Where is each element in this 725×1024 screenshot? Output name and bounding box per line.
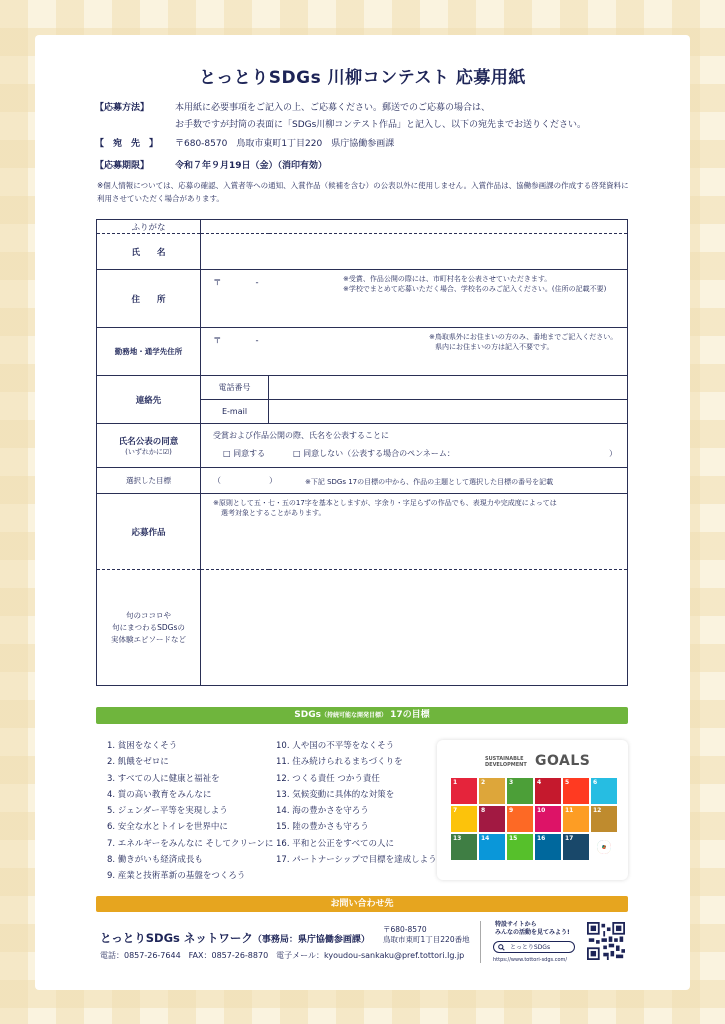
site-url[interactable]: https://www.tottori-sdgs.com/ xyxy=(493,957,568,963)
goal-item: 9. 産業と技術革新の基盤をつくろう xyxy=(107,871,246,882)
qr-code-icon[interactable] xyxy=(587,922,625,960)
address-field[interactable]: 〒 - ※受賞、作品公開の際には、市町村名を公表させていただきます。 ※学校でまとめて応募いただく場合、学校名のみご記入ください。(住所の記載不要) xyxy=(201,270,628,328)
sdg-goal-11-icon: 11 xyxy=(563,806,589,832)
sdg-goal-9-icon: 9 xyxy=(507,806,533,832)
application-form-page: とっとりSDGs 川柳コンテスト 応募用紙 【応募方法】 本用紙に必要事項をご記入の上、ご応募ください。郵送でのご応募の場合は、 お手数ですが封筒の表面に「SDGs川柳コンテスト作品」と記入し、以下の宛先までお送りください。 【 宛 先 】 〒680-8570 鳥取市東町1丁目220 県庁協働参画課 【応募期限】 令和７年９月19日（金）（消印有効） ※個人情報については、応募の確認、入賞者等への通知、入賞作品（候補を含む）の公表以外に使用しません。入賞作品は、協働参画課の作成する啓発資料に利用させていただく場合があります。 ふりがな 氏 名 住 所 〒 - ※受賞、作品公開の際には、市町村名を公表させていただきます。 ※学校でまとめて応募いただく場合、学校名のみご記入ください。(住所の記載不要) 勤務地・通学先住所 〒 - ※鳥取県外にお住まいの方のみ、番地までご記入ください。 県内にお住まいの方は記入不要です。 連絡先 電話番号 E-mail 氏名公表の同意 (いずれかに☑) 受賞および作品公開の際、氏名を公表することに □ 同意する □ 同意しない（公表する場合のペンネーム： ） 選択した目標 （ ） ※下記 SDGs 17の目標の中から、作品の主題として選択した目標の番号を記載 応募作品 ※原則として五・七・五の17字を基本としますが、字余り・字足らずの作品でも、表現力や完成度によっては 選考対象とすることがあります。 句のココロや 句にまつわるSDGsの 実体験エピソードなど SDGs（持続可能な開発目標） 17の目標 1. 貧困をなくそう 2. 飢餓をゼロに 3. すべての人に健康と福祉を 4. 質の高い教育をみんなに 5. ジェンダー平等を実現しよう 6. 安全な水とトイレを世界中に 7. エネルギーをみんなに そしてクリーンに 8. 働きがいも経済成長も 9. 産業と技術革新の基盤をつくろう 10. 人や国の不平等をなくそう 11. 住み続けられるまちづくりを 12. つくる責任 つかう責任 13. 気候変動に具体的な対策を 14. 海の豊かさを守ろう 15. 陸の豊かさも守ろう 16. 平和と公正をすべての人に 17. パートナーシップで目標を達成しよう SUSTAINABLE DEVELOPMENT GOALS 1 2 3 4 5 6 7 8 9 10 11 12 13 14 15 16 17 お問い合わせ先 とっとりSDGs ネットワーク（事務局：県庁協働参画課） 〒680-8570 鳥取市東町1丁目220番地 電話：0857-26-7644 FAX：0857-26-8870 電子メール：kyoudou-sankaku@pref.tottori.lg.jp 特設サイトから みんなの活動を見てみよう! とっとりSDGs https://www.tottori-sdgs.com/ xyxy=(35,35,690,990)
address-label: 住 所 xyxy=(97,270,201,328)
goal-item: 16. 平和と公正をすべての人に xyxy=(276,838,395,849)
goal-item: 12. つくる責任 つかう責任 xyxy=(276,773,380,784)
goal-item: 13. 気候変動に具体的な対策を xyxy=(276,789,395,800)
work-address-label: 勤務地・通学先住所 xyxy=(97,328,201,376)
goal-item: 7. エネルギーをみんなに そしてクリーンに xyxy=(107,838,274,849)
goal-item: 8. 働きがいも経済成長も xyxy=(107,855,203,866)
sdg-goal-3-icon: 3 xyxy=(507,778,533,804)
sdg-wheel-icon xyxy=(591,834,617,860)
site-search-box[interactable]: とっとりSDGs xyxy=(493,941,575,953)
goal-item: 10. 人や国の不平等をなくそう xyxy=(276,741,395,751)
sdg-goal-4-icon: 4 xyxy=(535,778,561,804)
goal-item: 1. 貧困をなくそう xyxy=(107,741,178,751)
phone-label: 電話番号 xyxy=(201,376,269,400)
sdg-goal-2-icon: 2 xyxy=(479,778,505,804)
episode-field[interactable] xyxy=(201,570,628,686)
sdg-goal-7-icon: 7 xyxy=(451,806,477,832)
episode-label: 句のココロや 句にまつわるSDGsの 実体験エピソードなど xyxy=(97,570,201,686)
goal-item: 14. 海の豊かさを守ろう xyxy=(276,806,369,817)
goal-item: 11. 住み続けられるまちづくりを xyxy=(276,757,403,768)
goal-item: 6. 安全な水とトイレを世界中に xyxy=(107,822,228,833)
goal-item: 2. 飢餓をゼロに xyxy=(107,757,169,768)
sdg-goals-logo-panel xyxy=(437,740,628,880)
sdg-goal-12-icon: 12 xyxy=(591,806,617,832)
search-icon xyxy=(498,944,505,951)
entry-field[interactable]: ※原則として五・七・五の17字を基本としますが、字余り・字足らずの作品でも、表現力や完成度によっては 選考対象とすることがあります。 xyxy=(201,494,628,570)
agree-checkbox[interactable]: □ 同意する xyxy=(223,449,266,458)
goal-field[interactable]: （ ） ※下記 SDGs 17の目標の中から、作品の主題として選択した目標の番号を記載 xyxy=(201,468,628,494)
goal-item: 3. すべての人に健康と福祉を xyxy=(107,773,220,784)
goals-list-left xyxy=(107,738,273,885)
consent-field: 受賞および作品公開の際、氏名を公表することに □ 同意する □ 同意しない（公表する場合のペンネーム： ） xyxy=(201,424,628,468)
contact-phone-email: 電話：0857-26-7644 FAX：0857-26-8870 電子メール：kyoudou-sankaku@pref.tottori.lg.jp xyxy=(100,951,465,960)
goals-list-right xyxy=(276,738,437,868)
furigana-field[interactable] xyxy=(201,220,628,234)
sdg-goals-wordmark: GOALS xyxy=(535,753,591,769)
sdg-goal-8-icon: 8 xyxy=(479,806,505,832)
organization-name: とっとりSDGs ネットワーク（事務局：県庁協働参画課） xyxy=(100,931,370,945)
sdg-goal-15-icon: 15 xyxy=(507,834,533,860)
email-label: E-mail xyxy=(201,400,269,424)
goal-item: 17. パートナーシップで目標を達成しよう xyxy=(276,855,437,866)
sdg-logo-text: SUSTAINABLE DEVELOPMENT xyxy=(485,756,527,768)
disagree-checkbox[interactable]: □ 同意しない（公表する場合のペンネーム： xyxy=(293,449,455,458)
organization-address: 〒680-8570 鳥取市東町1丁目220番地 xyxy=(383,925,470,944)
sdg-goal-5-icon: 5 xyxy=(563,778,589,804)
sdg-goal-6-icon: 6 xyxy=(591,778,617,804)
page-title: とっとりSDGs 川柳コンテスト 応募用紙 xyxy=(199,68,526,88)
sdg-goal-1-icon: 1 xyxy=(451,778,477,804)
contact-label: 連絡先 xyxy=(97,376,201,424)
privacy-note: ※個人情報については、応募の確認、入賞者等への通知、入賞作品（候補を含む）の公表以外に使用しません。入賞作品は、協働参画課の作成する啓発資料に利用させていただく場合があります。 xyxy=(97,181,629,203)
sdg-goal-14-icon: 14 xyxy=(479,834,505,860)
sdg-goals-header: SDGs（持続可能な開発目標） 17の目標 xyxy=(96,707,628,724)
goal-label: 選択した目標 xyxy=(97,468,201,494)
name-label: 氏 名 xyxy=(97,234,201,270)
sdg-goal-16-icon: 16 xyxy=(535,834,561,860)
name-field[interactable] xyxy=(201,234,628,270)
goal-item: 4. 質の高い教育をみんなに xyxy=(107,789,212,800)
consent-label: 氏名公表の同意 (いずれかに☑) xyxy=(97,424,201,468)
sdg-goal-icons xyxy=(451,778,617,860)
divider xyxy=(480,921,481,963)
sdg-goal-17-icon: 17 xyxy=(563,834,589,860)
furigana-label: ふりがな xyxy=(97,220,201,234)
site-promo: 特設サイトから みんなの活動を見てみよう! xyxy=(495,921,570,936)
contact-header: お問い合わせ先 xyxy=(96,896,628,912)
entry-label: 応募作品 xyxy=(97,494,201,570)
goal-item: 5. ジェンダー平等を実現しよう xyxy=(107,806,228,817)
phone-field[interactable] xyxy=(269,376,628,400)
email-field[interactable] xyxy=(269,400,628,424)
entry-form-table xyxy=(96,219,628,686)
work-address-field[interactable]: 〒 - ※鳥取県外にお住まいの方のみ、番地までご記入ください。 県内にお住まいの方は記入不要です。 xyxy=(201,328,628,376)
sdg-goal-13-icon: 13 xyxy=(451,834,477,860)
sdg-goal-10-icon: 10 xyxy=(535,806,561,832)
goal-item: 15. 陸の豊かさも守ろう xyxy=(276,822,369,833)
